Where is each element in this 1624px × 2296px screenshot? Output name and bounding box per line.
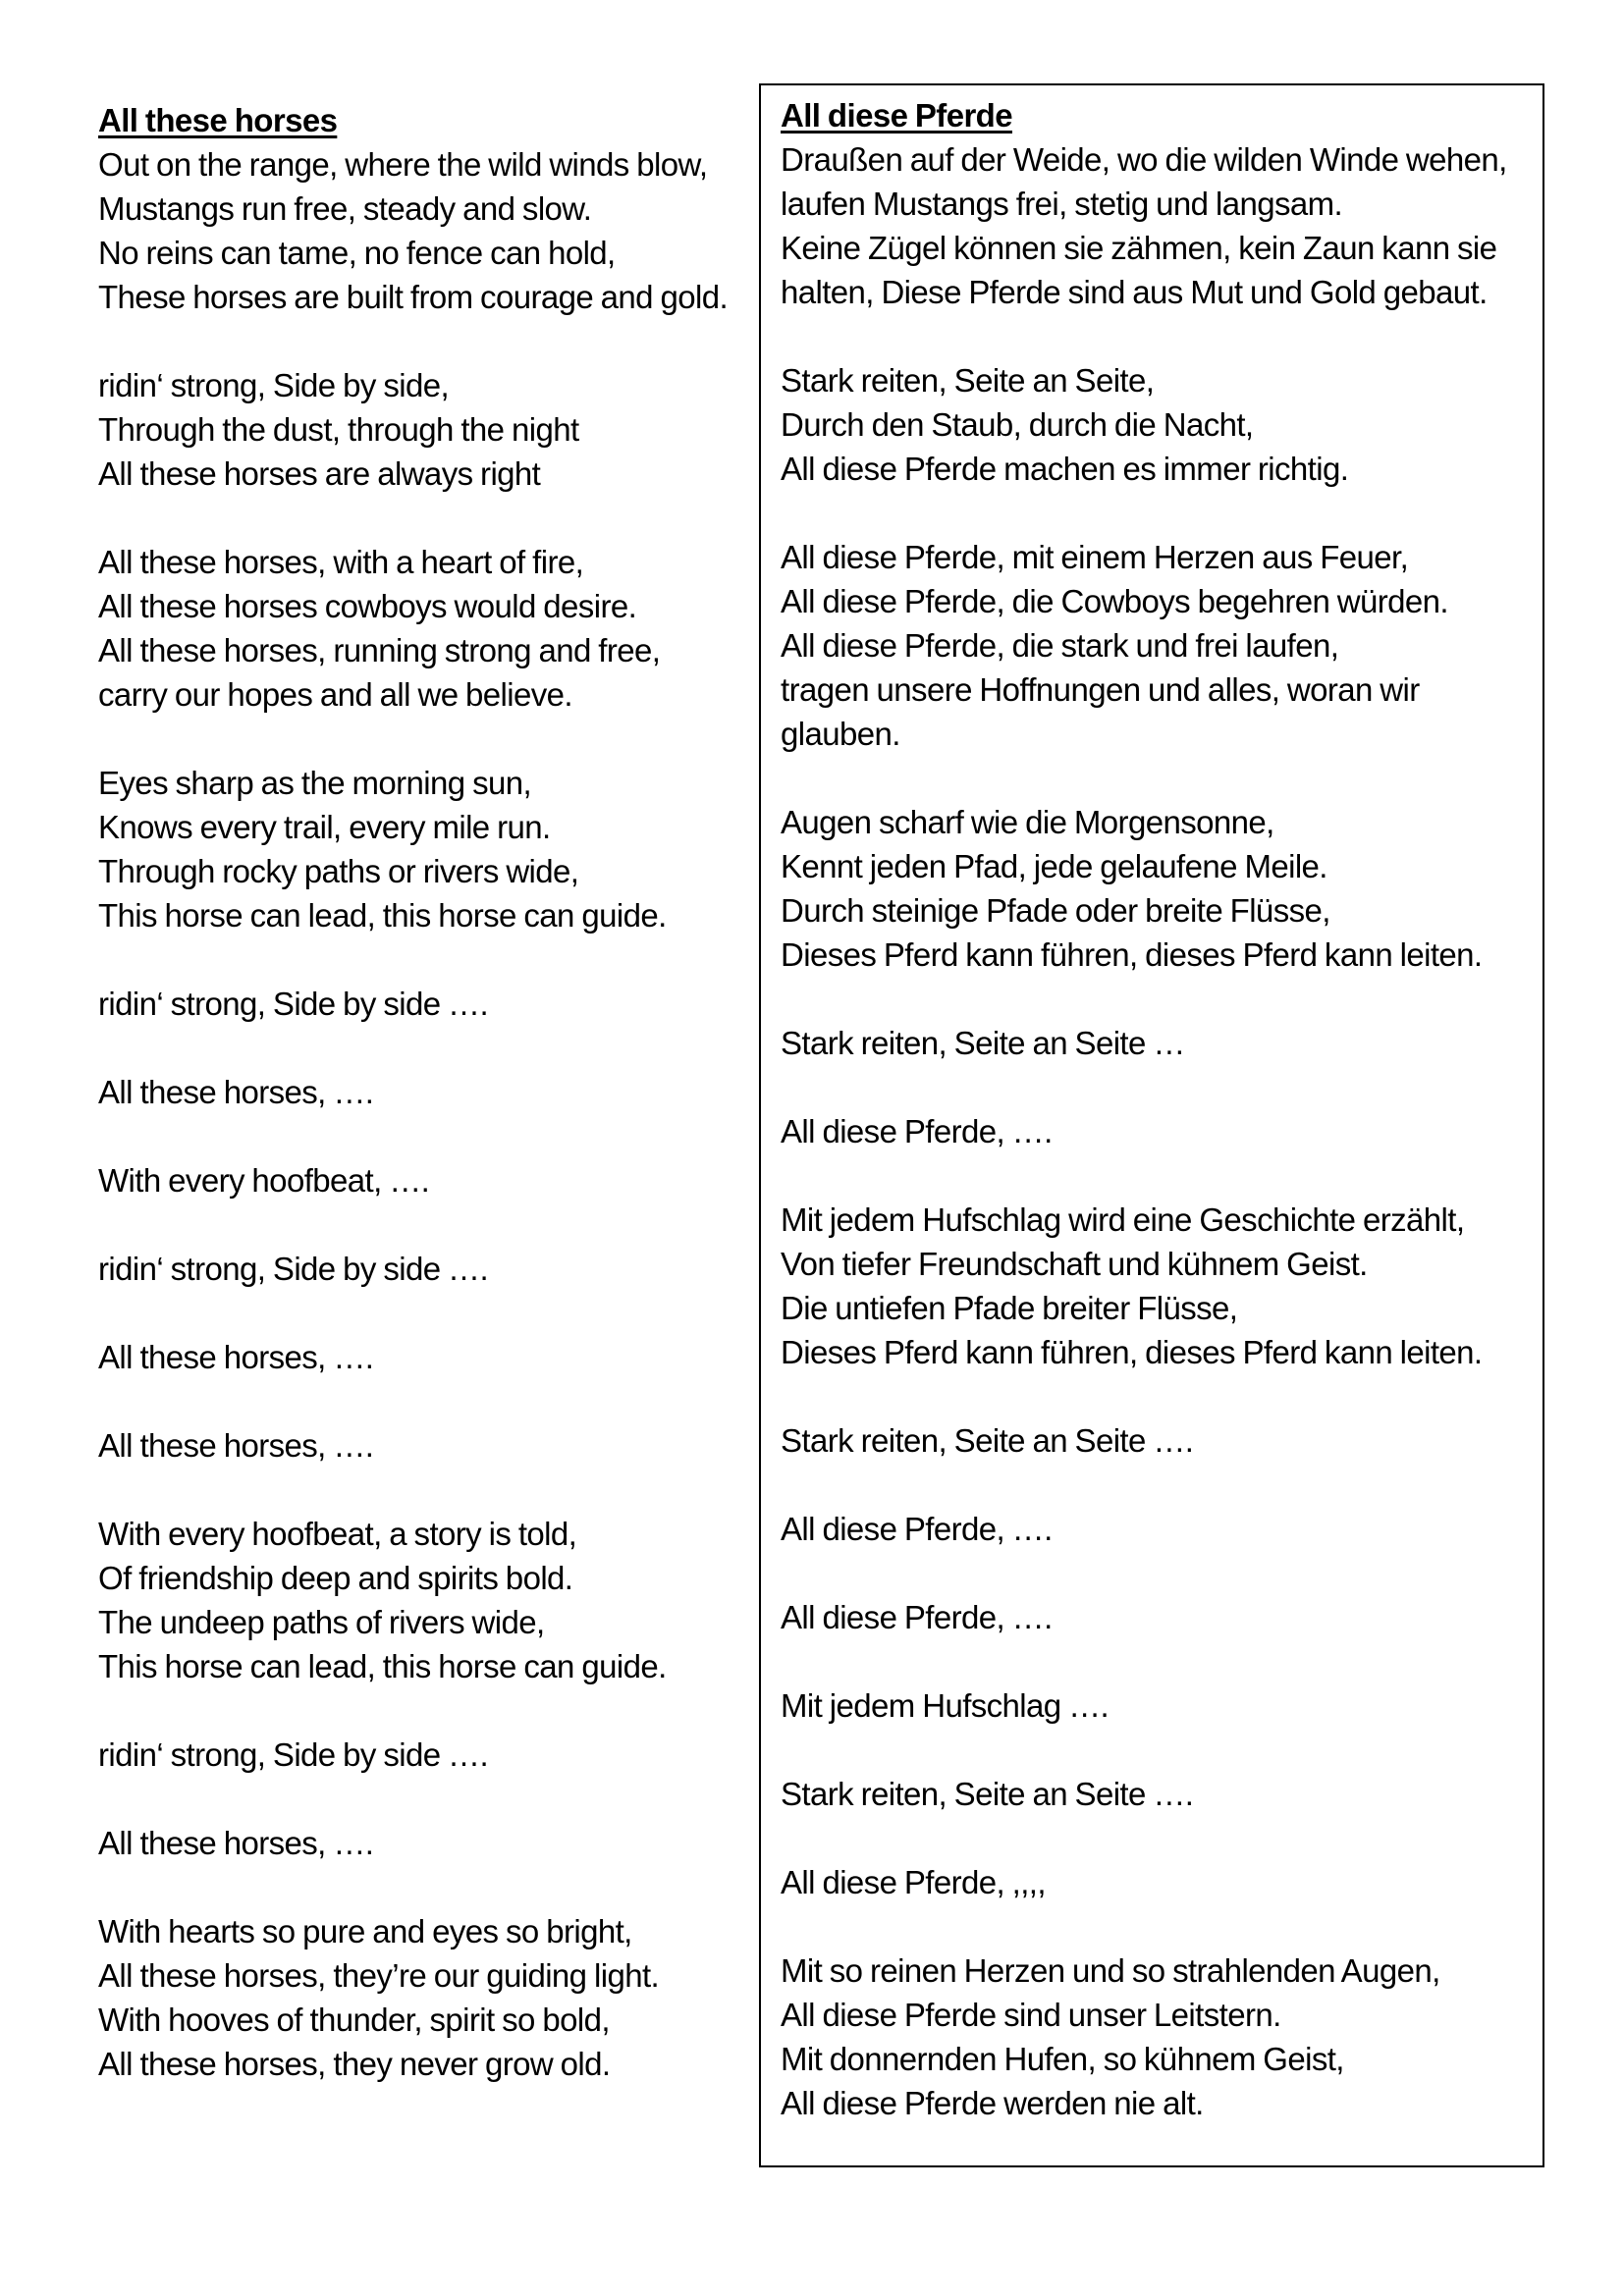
lyric-line: tragen unsere Hoffnungen und alles, woran wir bbox=[781, 671, 1420, 708]
lyric-line: This horse can lead, this horse can guide. bbox=[98, 897, 667, 934]
lyric-line: Augen scharf wie die Morgensonne, bbox=[781, 804, 1274, 840]
stanza bbox=[98, 1909, 746, 2086]
lyric-line: This horse can lead, this horse can guide. bbox=[98, 1648, 667, 1684]
stanza bbox=[781, 1109, 1537, 1153]
lyric-line: Dieses Pferd kann führen, dieses Pferd kann leiten. bbox=[781, 936, 1483, 973]
lyric-line: ridin‘ strong, Side by side …. bbox=[98, 986, 489, 1022]
stanza bbox=[781, 1683, 1537, 1728]
stanza bbox=[98, 1158, 746, 1202]
lyric-line: All these horses, they never grow old. bbox=[98, 2046, 611, 2082]
lyric-line: Eyes sharp as the morning sun, bbox=[98, 765, 532, 801]
lyric-line: All diese Pferde, die stark und frei laufen, bbox=[781, 627, 1339, 664]
lyric-line: All diese Pferde, die Cowboys begehren würden. bbox=[781, 583, 1448, 619]
lyric-line: Draußen auf der Weide, wo die wilden Winde wehen, bbox=[781, 141, 1507, 178]
lyric-line: Stark reiten, Seite an Seite …. bbox=[781, 1776, 1194, 1812]
stanza bbox=[781, 1772, 1537, 1816]
english-stanzas bbox=[98, 142, 746, 2086]
lyric-line: All diese Pferde sind unser Leitstern. bbox=[781, 1997, 1281, 2033]
german-lyrics-column bbox=[781, 93, 1537, 2169]
lyric-line: With hearts so pure and eyes so bright, bbox=[98, 1913, 632, 1949]
lyric-line: All diese Pferde, …. bbox=[781, 1511, 1053, 1547]
stanza bbox=[98, 363, 746, 496]
lyric-line: Durch steinige Pfade oder breite Flüsse, bbox=[781, 892, 1330, 929]
lyric-line: No reins can tame, no fence can hold, bbox=[98, 235, 616, 271]
lyric-line: ridin‘ strong, Side by side …. bbox=[98, 1251, 489, 1287]
stanza bbox=[98, 142, 746, 319]
lyric-line: Mit jedem Hufschlag …. bbox=[781, 1687, 1110, 1724]
lyric-line: All diese Pferde werden nie alt. bbox=[781, 2085, 1204, 2121]
english-lyrics-column bbox=[98, 98, 746, 2130]
stanza bbox=[781, 800, 1537, 977]
lyric-line: All these horses, running strong and free, bbox=[98, 632, 661, 668]
stanza bbox=[781, 1418, 1537, 1463]
lyric-line: Through the dust, through the night bbox=[98, 411, 579, 448]
lyric-line: Of friendship deep and spirits bold. bbox=[98, 1560, 573, 1596]
lyric-line: With every hoofbeat, a story is told, bbox=[98, 1516, 577, 1552]
stanza bbox=[98, 1512, 746, 1688]
stanza bbox=[781, 1507, 1537, 1551]
lyric-line: All these horses, …. bbox=[98, 1825, 374, 1861]
german-title: All diese Pferde bbox=[781, 97, 1012, 133]
stanza bbox=[781, 358, 1537, 491]
lyric-line: All these horses, with a heart of fire, bbox=[98, 544, 584, 580]
stanza bbox=[781, 1021, 1537, 1065]
lyric-line: All these horses, …. bbox=[98, 1339, 374, 1375]
lyric-line: ridin‘ strong, Side by side, bbox=[98, 367, 450, 403]
stanza bbox=[781, 1198, 1537, 1374]
stanza bbox=[781, 1860, 1537, 1904]
stanza bbox=[98, 761, 746, 937]
lyric-line: With hooves of thunder, spirit so bold, bbox=[98, 2002, 610, 2038]
lyric-line: All these horses, …. bbox=[98, 1427, 374, 1464]
lyric-line: All diese Pferde, …. bbox=[781, 1113, 1053, 1149]
stanza bbox=[98, 1423, 746, 1468]
lyric-line: Through rocky paths or rivers wide, bbox=[98, 853, 579, 889]
lyric-line: Mit donnernden Hufen, so kühnem Geist, bbox=[781, 2041, 1344, 2077]
stanza bbox=[98, 1070, 746, 1114]
lyric-line: Stark reiten, Seite an Seite …. bbox=[781, 1422, 1194, 1459]
lyric-line: Out on the range, where the wild winds blow, bbox=[98, 146, 708, 183]
lyric-line: carry our hopes and all we believe. bbox=[98, 676, 572, 713]
lyric-line: All diese Pferde, …. bbox=[781, 1599, 1053, 1635]
lyric-line: All diese Pferde, ,,,, bbox=[781, 1864, 1046, 1900]
lyric-line: All diese Pferde machen es immer richtig. bbox=[781, 451, 1349, 487]
lyric-line: Dieses Pferd kann führen, dieses Pferd kann leiten. bbox=[781, 1334, 1483, 1370]
lyric-line: ridin‘ strong, Side by side …. bbox=[98, 1736, 489, 1773]
lyric-line: All these horses, …. bbox=[98, 1074, 374, 1110]
stanza bbox=[98, 540, 746, 717]
stanza bbox=[98, 1821, 746, 1865]
lyric-line: Die untiefen Pfade breiter Flüsse, bbox=[781, 1290, 1238, 1326]
stanza bbox=[781, 1949, 1537, 2125]
lyric-line: Mustangs run free, steady and slow. bbox=[98, 190, 592, 227]
lyric-line: The undeep paths of rivers wide, bbox=[98, 1604, 545, 1640]
german-stanzas bbox=[781, 137, 1537, 2125]
lyric-line: Knows every trail, every mile run. bbox=[98, 809, 551, 845]
stanza bbox=[781, 535, 1537, 756]
lyric-line: halten, Diese Pferde sind aus Mut und Gold gebaut. bbox=[781, 274, 1488, 310]
stanza bbox=[98, 1247, 746, 1291]
lyric-line: Stark reiten, Seite an Seite … bbox=[781, 1025, 1185, 1061]
english-title: All these horses bbox=[98, 102, 338, 138]
lyric-line: laufen Mustangs frei, stetig und langsam. bbox=[781, 186, 1343, 222]
lyric-line: All diese Pferde, mit einem Herzen aus Feuer, bbox=[781, 539, 1409, 575]
lyric-line: Keine Zügel können sie zähmen, kein Zaun kann sie bbox=[781, 230, 1497, 266]
lyric-line: Mit so reinen Herzen und so strahlenden Augen, bbox=[781, 1952, 1440, 1989]
lyric-line: All these horses are always right bbox=[98, 455, 541, 492]
lyric-line: These horses are built from courage and gold. bbox=[98, 279, 729, 315]
stanza bbox=[781, 137, 1537, 314]
lyric-line: All these horses, they’re our guiding light. bbox=[98, 1957, 660, 1994]
lyric-line: glauben. bbox=[781, 716, 900, 752]
lyric-line: Kennt jeden Pfad, jede gelaufene Meile. bbox=[781, 848, 1327, 884]
stanza bbox=[98, 982, 746, 1026]
lyric-line: Mit jedem Hufschlag wird eine Geschichte erzählt, bbox=[781, 1201, 1465, 1238]
lyric-line: All these horses cowboys would desire. bbox=[98, 588, 637, 624]
stanza bbox=[98, 1335, 746, 1379]
lyric-line: Von tiefer Freundschaft und kühnem Geist. bbox=[781, 1246, 1368, 1282]
stanza bbox=[98, 1733, 746, 1777]
stanza bbox=[781, 1595, 1537, 1639]
lyric-line: Durch den Staub, durch die Nacht, bbox=[781, 406, 1254, 443]
lyric-line: With every hoofbeat, …. bbox=[98, 1162, 430, 1199]
lyric-line: Stark reiten, Seite an Seite, bbox=[781, 362, 1155, 399]
